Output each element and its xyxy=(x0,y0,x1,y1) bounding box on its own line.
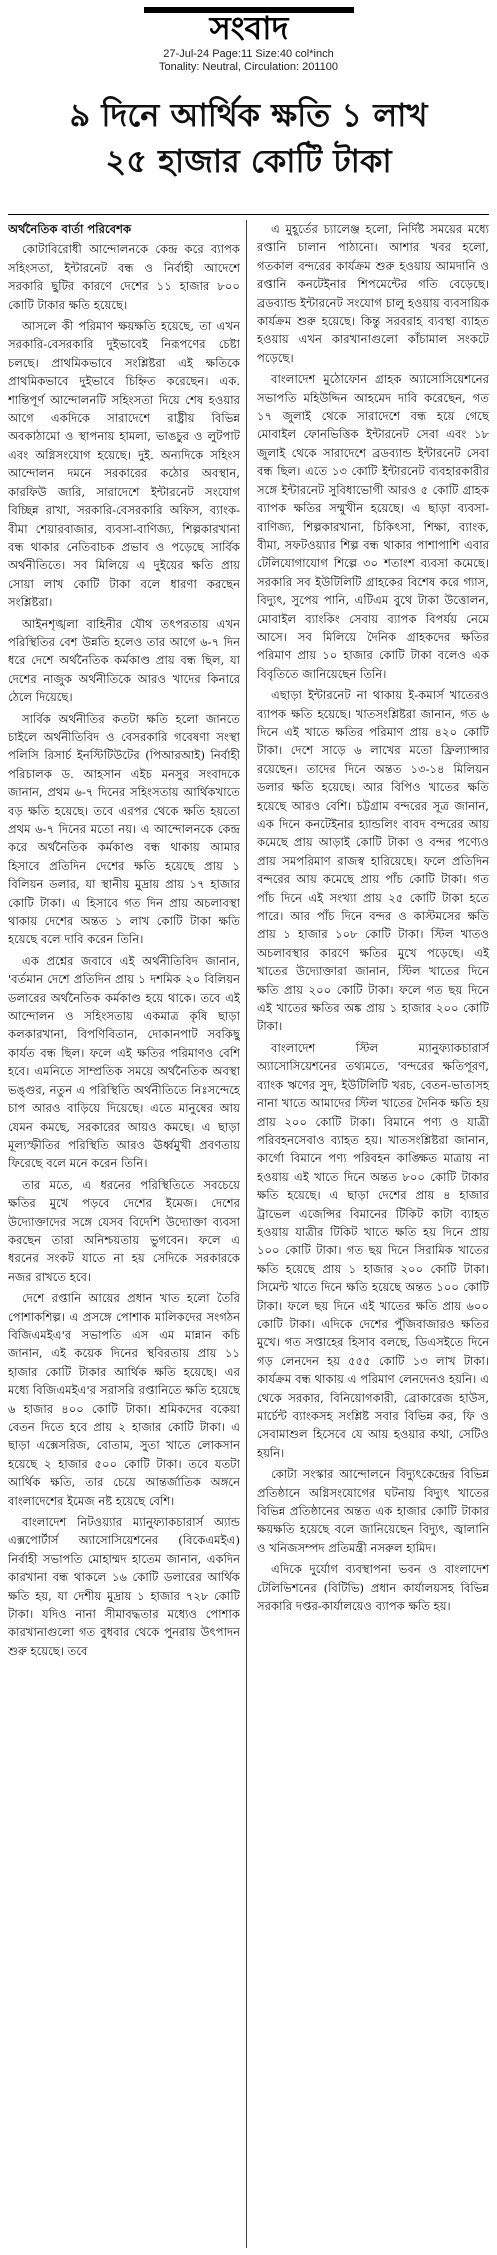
headline-line-1: ৯ দিনে আর্থিক ক্ষতি ১ লাখ xyxy=(69,96,428,134)
headline xyxy=(6,92,491,184)
paragraph: বাংলাদেশ স্টিল ম্যানুফ্যাকচারার্স অ্যাসোসিয়েশনের তথ্যমতে, 'বন্দরের ক্ষতিপূরণ, ব্যাংক ঋণের সুদ, ইউটিলিটি খরচ, বেতন-ভাতাসহ নানা খাতে আমাদের স্টিল খাতের দৈনিক ক্ষতি হয় প্রায় ২০০ কোটি টাকা। বিমানে পণ্য ও যাত্রী পরিবহনসেবাও ব্যাহত হয়। খাতসংশ্লিষ্টরা জানান, কার্গো বিমানে পণ্য পরিবহন কাঙ্ক্ষিত মাত্রায় না হওয়ায় এই খাতে দিনে অন্তত ৮০০ কোটি টাকার ক্ষতি হয়েছে। এ ছাড়া দেশের প্রায় ৪ হাজার ট্রাভেল এজেন্সির বিমানের টিকিট কাটা ব্যাহত হওয়ায় যাত্রীর টিকিট খাতে ক্ষতি হয় দিনে প্রায় ১০০ কোটি টাকা। গত ছয় দিনে সিরামিক খাতের ক্ষতি হয়েছে প্রায় ১ হাজার ২০০ কোটি টাকা। সিমেন্ট খাতে দিনে ক্ষতি হয়েছে অন্তত ১০০ কোটি টাকা। ফলে ছয় দিনে এই খাতের ক্ষতি প্রায় ৬০০ কোটি টাকা। এদিকে দেশের পুঁজিবাজারও ক্ষতির মুখে। গত সপ্তাহের হিসাব বলছে, ডিএসইতে দিনে গড় লেনদেন হয় ৫৫৫ কোটি ১৩ লাখ টাকা। কার্যক্রম বন্ধ থাকায় এ পরিমাণ লেনদেনও হয়নি। এ থেকে সরকার, বিনিয়োগকারী, ব্রোকারেজ হাউস, মার্চেন্ট ব্যাংকসহ সংশ্লিষ্ট সবার বিভিন্ন কর, ফি ও সেবামাশুল হিসেবে যে আয় হওয়ার কথা, সেটিও হয়নি। xyxy=(257,1040,489,1460)
paragraph: সার্বিক অর্থনীতির কতটা ক্ষতি হলো জানতে চাইলে অর্থনীতিবিদ ও বেসরকারি গবেষণা সংস্থা পলিসি রিসার্চ ইনস্টিটিউটের (পিআরআই) নির্বাহী পরিচালক ড. আহসান এইচ মনসুর সংবাদকে জানান, প্রথম ৬-৭ দিনের সহিংসতায় আর্থিকখাতে বড় ক্ষতি হয়েছে। তবে এরপর থেকে ক্ষতি হয়তো প্রথম ৬-৭ দিনের মতো নয়। এ আন্দোলনকে কেন্দ্র করে অর্থনৈতিক কর্মকাণ্ড বন্ধ থাকায় আমার হিসাবে প্রতিদিন দেশের ক্ষতি হয়েছে প্রায় ১ বিলিয়ন ডলার, যা স্থানীয় মুদ্রায় প্রায় ১৭ হাজার কোটি টাকা। এ হিসাবে গত দিন প্রায় অচলাবস্থা থাকায় দেশের অন্তত ১ লাখ কোটি টাকা ক্ষতি হয়েছে বলে দাবি করেন তিনি। xyxy=(8,711,240,947)
article-column-left xyxy=(8,220,240,2248)
paragraph: আইনশৃঙ্খলা বাহিনীর যৌথ তৎপরতায় এখন পরিস্থিতির বেশ উন্নতি হলেও তার আগে ৬-৭ দিন ধরে দেশে অর্থনৈতিক কর্মকাণ্ড প্রায় বন্ধ ছিল, যা দেশের নাজুক অর্থনীতিকে আরও খাদের কিনারে ঠেলে দিয়েছে। xyxy=(8,616,240,705)
paragraph: দেশে রপ্তানি আয়ের প্রধান খাত হলো তৈরি পোশাকশিল্প। এ প্রসঙ্গে পোশাক মালিকদের সংগঠন বিজিএমইএ'র সভাপতি এস এম মান্নান কচি জানান, এই কয়েক দিনের স্থবিরতায় প্রায় ১১ হাজার কোটি টাকার আর্থিক ক্ষতি হয়েছে। এর মধ্যে বিজিএমইএ'র সরাসরি রপ্তানিতে ক্ষতি হয়েছে ৬ হাজার ৪০০ কোটি টাকা। শ্রমিকদের বকেয়া বেতন দিতে হবে প্রায় ২ হাজার কোটি টাকা। এ ছাড়া এক্সেসরিজ, বোতাম, সুতা খাতে লোকসান হয়েছে ২ হাজার ৫০০ কোটি টাকা। তবে যতটা আর্থিক ক্ষতি, তার চেয়ে আন্তর্জাতিক অঙ্গনে বাংলাদেশের ইমেজ নষ্ট হয়েছে বেশি। xyxy=(8,1291,240,1508)
paragraph: কোটা সংস্কার আন্দোলনে বিদ্যুৎকেন্দ্রের বিভিন্ন প্রতিষ্ঠানে অগ্নিসংযোগের ঘটনায় বিদ্যুৎ খাতের বিভিন্ন প্রতিষ্ঠানের অন্তত এক হাজার কোটি টাকার ক্ষয়ক্ষতি হয়েছে বলে জানিয়েছেন বিদ্যুৎ, জ্বালানি ও খনিজসম্পদ প্রতিমন্ত্রী নসরুল হামিদ। xyxy=(257,1467,489,1555)
byline: অর্থনৈতিক বার্তা পরিবেশক xyxy=(8,222,132,236)
paragraph: এছাড়া ইন্টারনেট না থাকায় ই-কমার্স খাতেরও ব্যাপক ক্ষতি হয়েছে। খাতসংশ্লিষ্টরা জানান, গত ৬ দিনে এই খাতে ক্ষতির পরিমাণ প্রায় ৪২০ কোটি টাকা। দেশে সাড়ে ৬ লাখের মতো ফ্রিল্যান্সার রয়েছেন। তাদের দিনে অন্তত ১৩-১৪ মিলিয়ন ডলার ক্ষতি হয়েছে। আর বিপিও খাতের ক্ষতি হয়েছে আরও বেশি। চট্টগ্রাম বন্দরের সূত্র জানান, এক দিনে কনটেইনার হ্যান্ডলিং বাবদ বন্দরের আয় কমেছে প্রায় আড়াই কোটি টাকা ও বন্দর পণ্যেও প্রায় সমপরিমাণ রাজস্ব হারিয়েছে। ফলে প্রতিদিন বন্দরের আয় কমেছে প্রায় পাঁচ কোটি টাকা। গত পাঁচ দিনে এই সংখ্যা প্রায় ২৫ কোটি টাকা হতে পারে। আর পাঁচ দিনে বন্দর ও কাস্টমসের ক্ষতি প্রায় ১ হাজার ১০৮ কোটি টাকা। স্টিল খাতও অচলাবস্থার কারণে ক্ষতির মুখে পড়েছে। এই খাতের উদ্যোক্তারা জানান, স্টিল খাতের দিনে ক্ষতি প্রায় ২০০ কোটি টাকা। ফলে গত ছয় দিনে এই খাতের ক্ষতির অঙ্ক প্রায় ১ হাজার ২০০ কোটি টাকা। xyxy=(257,688,489,1034)
logo-text: সংবাদ xyxy=(209,9,288,44)
paragraph: বাংলাদেশ মুঠোফোন গ্রাহক অ্যাসোসিয়েশনের সভাপতি মহিউদ্দিন আহমেদ দাবি করেছেন, গত ১৭ জুলাই থেকে সারাদেশে বন্ধ হয়ে গেছে মোবাইল ফোনভিত্তিক ইন্টারনেট সেবা এবং ১৮ জুলাই থেকে সারাদেশে ব্রডব্যান্ড ইন্টারনেট সেবা বন্ধ ছিল। এতে ১৩ কোটি ইন্টারনেট ব্যবহারকারীর সঙ্গে ইন্টারনেট সুবিধাভোগী আরও ৫ কোটি গ্রাহক ব্যাপক ক্ষতির সম্মুখীন হয়েছে। এ ছাড়া ব্যবসা-বাণিজ্য, শিল্পকারখানা, চিকিৎসা, শিক্ষা, ব্যাংক, বীমা, সফটওয়্যার শিল্প বন্ধ থাকার পাশাপাশি এবার টেলিযোগাযোগ শিল্পে ৩০ শতাংশ ব্যবসা কমেছে। সরকারি সব ইউটিলিটি গ্রাহকের বিশেষ করে গ্যাস, বিদ্যুৎ, সুপেয় পানি, এটিএম বুথে টাকা উত্তোলন, মোবাইল ব্যাংকিং সেবায় ব্যাপক বিপর্যয় নেমে আসে। সব মিলিয়ে দৈনিক গ্রাহকদের ক্ষতির পরিমাণ প্রায় ১০ হাজার কোটি টাকা বলেও এক বিবৃতিতে জানিয়েছেন তিনি। xyxy=(257,372,489,681)
paragraph: কোটাবিরোধী আন্দোলনকে কেন্দ্র করে ব্যাপক সহিংসতা, ইন্টারনেট বন্ধ ও নির্বাহী আদেশে সরকারি ছুটির কারণে দেশের ১১ হাজার ৮০০ কোটি টাকার ক্ষতি হয়েছে। xyxy=(8,242,240,312)
paragraph: এ মুহূর্তের চ্যালেঞ্জ হলো, নির্দিষ্ট সময়ের মধ্যে রপ্তানি চালান পাঠানো। আশার খবর হলো, গতকাল বন্দরের কার্যক্রম শুরু হওয়ায় আমদানি ও রপ্তানি কনটেইনার শিপমেন্টের গতি বেড়েছে। ব্রডব্যান্ড ইন্টারনেট সংযোগ চালু হওয়ায় ব্যবসায়িক কার্যক্রম শুরু হয়েছে। কিন্তু সরবরাহ ব্যবস্থা ব্যাহত হওয়ায় এখন কারখানাগুলো কাঁচামাল সংকটে পড়েছে। xyxy=(257,222,489,365)
paragraph: এক প্রশ্নের জবাবে এই অর্থনীতিবিদ জানান, 'বর্তমান দেশে প্রতিদিন প্রায় ১ দশমিক ২০ বিলিয়ন ডলারের অর্থনৈতিক কর্মকাণ্ড হয়ে থাকে। তবে এই আন্দোলন ও সহিংসতায় একমাত্র কৃষি ছাড়া কলকারখানা, বিপণিবিতান, দোকানপাট সবকিছু কার্যত বন্ধ ছিল। ফলে এই ক্ষতির পরিমাণও বেশি হবে। এমনিতে সাম্প্রতিক সময়ে অর্থনৈতিক অবস্থা ভঙ্গুর, নতুন এ পরিস্থিতি অর্থনীতিতে নিঃসন্দেহে চাপ আরও বাড়িয়ে দিয়েছে। এতে মানুষের আয় যেমন কমছে, সরকারের আয়ও কমছে। এ ছাড়া মূল্যস্ফীতির পরিস্থিতি আরও ঊর্ধ্বমুখী প্রবণতায় ফিরেছে বলে মনে করেন তিনি। xyxy=(8,953,240,1171)
masthead xyxy=(0,0,497,92)
tonality-line: Tonality: Neutral, Circulation: 201100 xyxy=(159,61,338,73)
headline-rule xyxy=(8,214,489,215)
headline-line-2: ২৫ হাজার কোটি টাকা xyxy=(105,142,392,180)
article-column-right xyxy=(257,220,489,2248)
paragraph: এদিকে দুর্যোগ ব্যবস্থাপনা ভবন ও বাংলাদেশ টেলিভিশনের (বিটিভি) প্রধান কার্যালয়সহ বিভিন্ন সরকারি দপ্তর-কার্যালয়েও ব্যাপক ক্ষতি হয়। xyxy=(257,1562,489,1614)
paragraph: তার মতে, এ ধরনের পরিস্থিতিতে সবচেয়ে ক্ষতির মুখে পড়বে দেশের ইমেজ। দেশের উদ্যোক্তাদের সঙ্গে যেসব বিদেশি উদ্যোক্তা ব্যবসা করছেন তারা অনিশ্চয়তায় ভুগবেন। ফলে এ ধরনের সংকট যাতে না হয় সেদিকে সরকারকে নজর রাখতে হবে। xyxy=(8,1177,240,1284)
newspaper-logo xyxy=(144,4,354,44)
column-divider xyxy=(246,220,247,2248)
paragraph: আসলে কী পরিমাণ ক্ষয়ক্ষতি হয়েছে, তা এখন সরকারি-বেসরকারি দুইভাবেই নিরূপণের চেষ্টা চলছে। প্রাথমিকভাবে সংশ্লিষ্টরা এই ক্ষতিকে প্রাথমিকভাবে দুইভাবে চিহ্নিত করেছেন। এক. শান্তিপূর্ণ আন্দোলনটি সহিংসতা দিয়ে শেষ হওয়ার আগে একদিকে সারাদেশে রাষ্ট্রীয় বিভিন্ন অবকাঠামো ও স্থাপনায় হামলা, ভাঙচুর ও লুটপাট এবং অগ্নিসংযোগ হয়েছে। দুই. অন্যদিকে সহিংস আন্দোলন দমনে সরকারের কঠোর অবস্থান, কারফিউ জারি, সারাদেশে ইন্টারনেট সংযোগ বিচ্ছিন্ন রাখা, সরকারি-বেসরকারি অফিস, ব্যাংক-বীমা শেয়ারবাজার, ব্যবসা-বাণিজ্য, শিল্পকারখানা বন্ধ থাকার নেতিবাচক প্রভাব ও পড়েছে সার্বিক অর্থনীতিতে। সব মিলিয়ে এ দুইয়ের ক্ষতি প্রায় সোয়া লাখ কোটি টাকা বলে ধারণা করছেন সংশ্লিষ্টরা। xyxy=(8,319,240,610)
date-line: 27-Jul-24 Page:11 Size:40 col*inch xyxy=(163,48,334,60)
paragraph: বাংলাদেশ নিটওয়্যার ম্যানুফ্যাকচারার্স অ্যান্ড এক্সপোর্টার্স অ্যাসোসিয়েশনের (বিকেএমইএ) নির্বাহী সভাপতি মোহাম্মদ হাতেম জানান, একদিন কারখানা বন্ধ থাকলে ১৬ কোটি ডলারের আর্থিক ক্ষতি হয়, যা দেশীয় মুদ্রায় ১ হাজার ৭২৮ কোটি টাকা। যদিও নানা সীমাবদ্ধতার মধ্যেও পোশাক কারখানাগুলো গত বুধবার থেকে পুনরায় উৎপাদন শুরু হয়েছে। তবে xyxy=(8,1515,240,1658)
